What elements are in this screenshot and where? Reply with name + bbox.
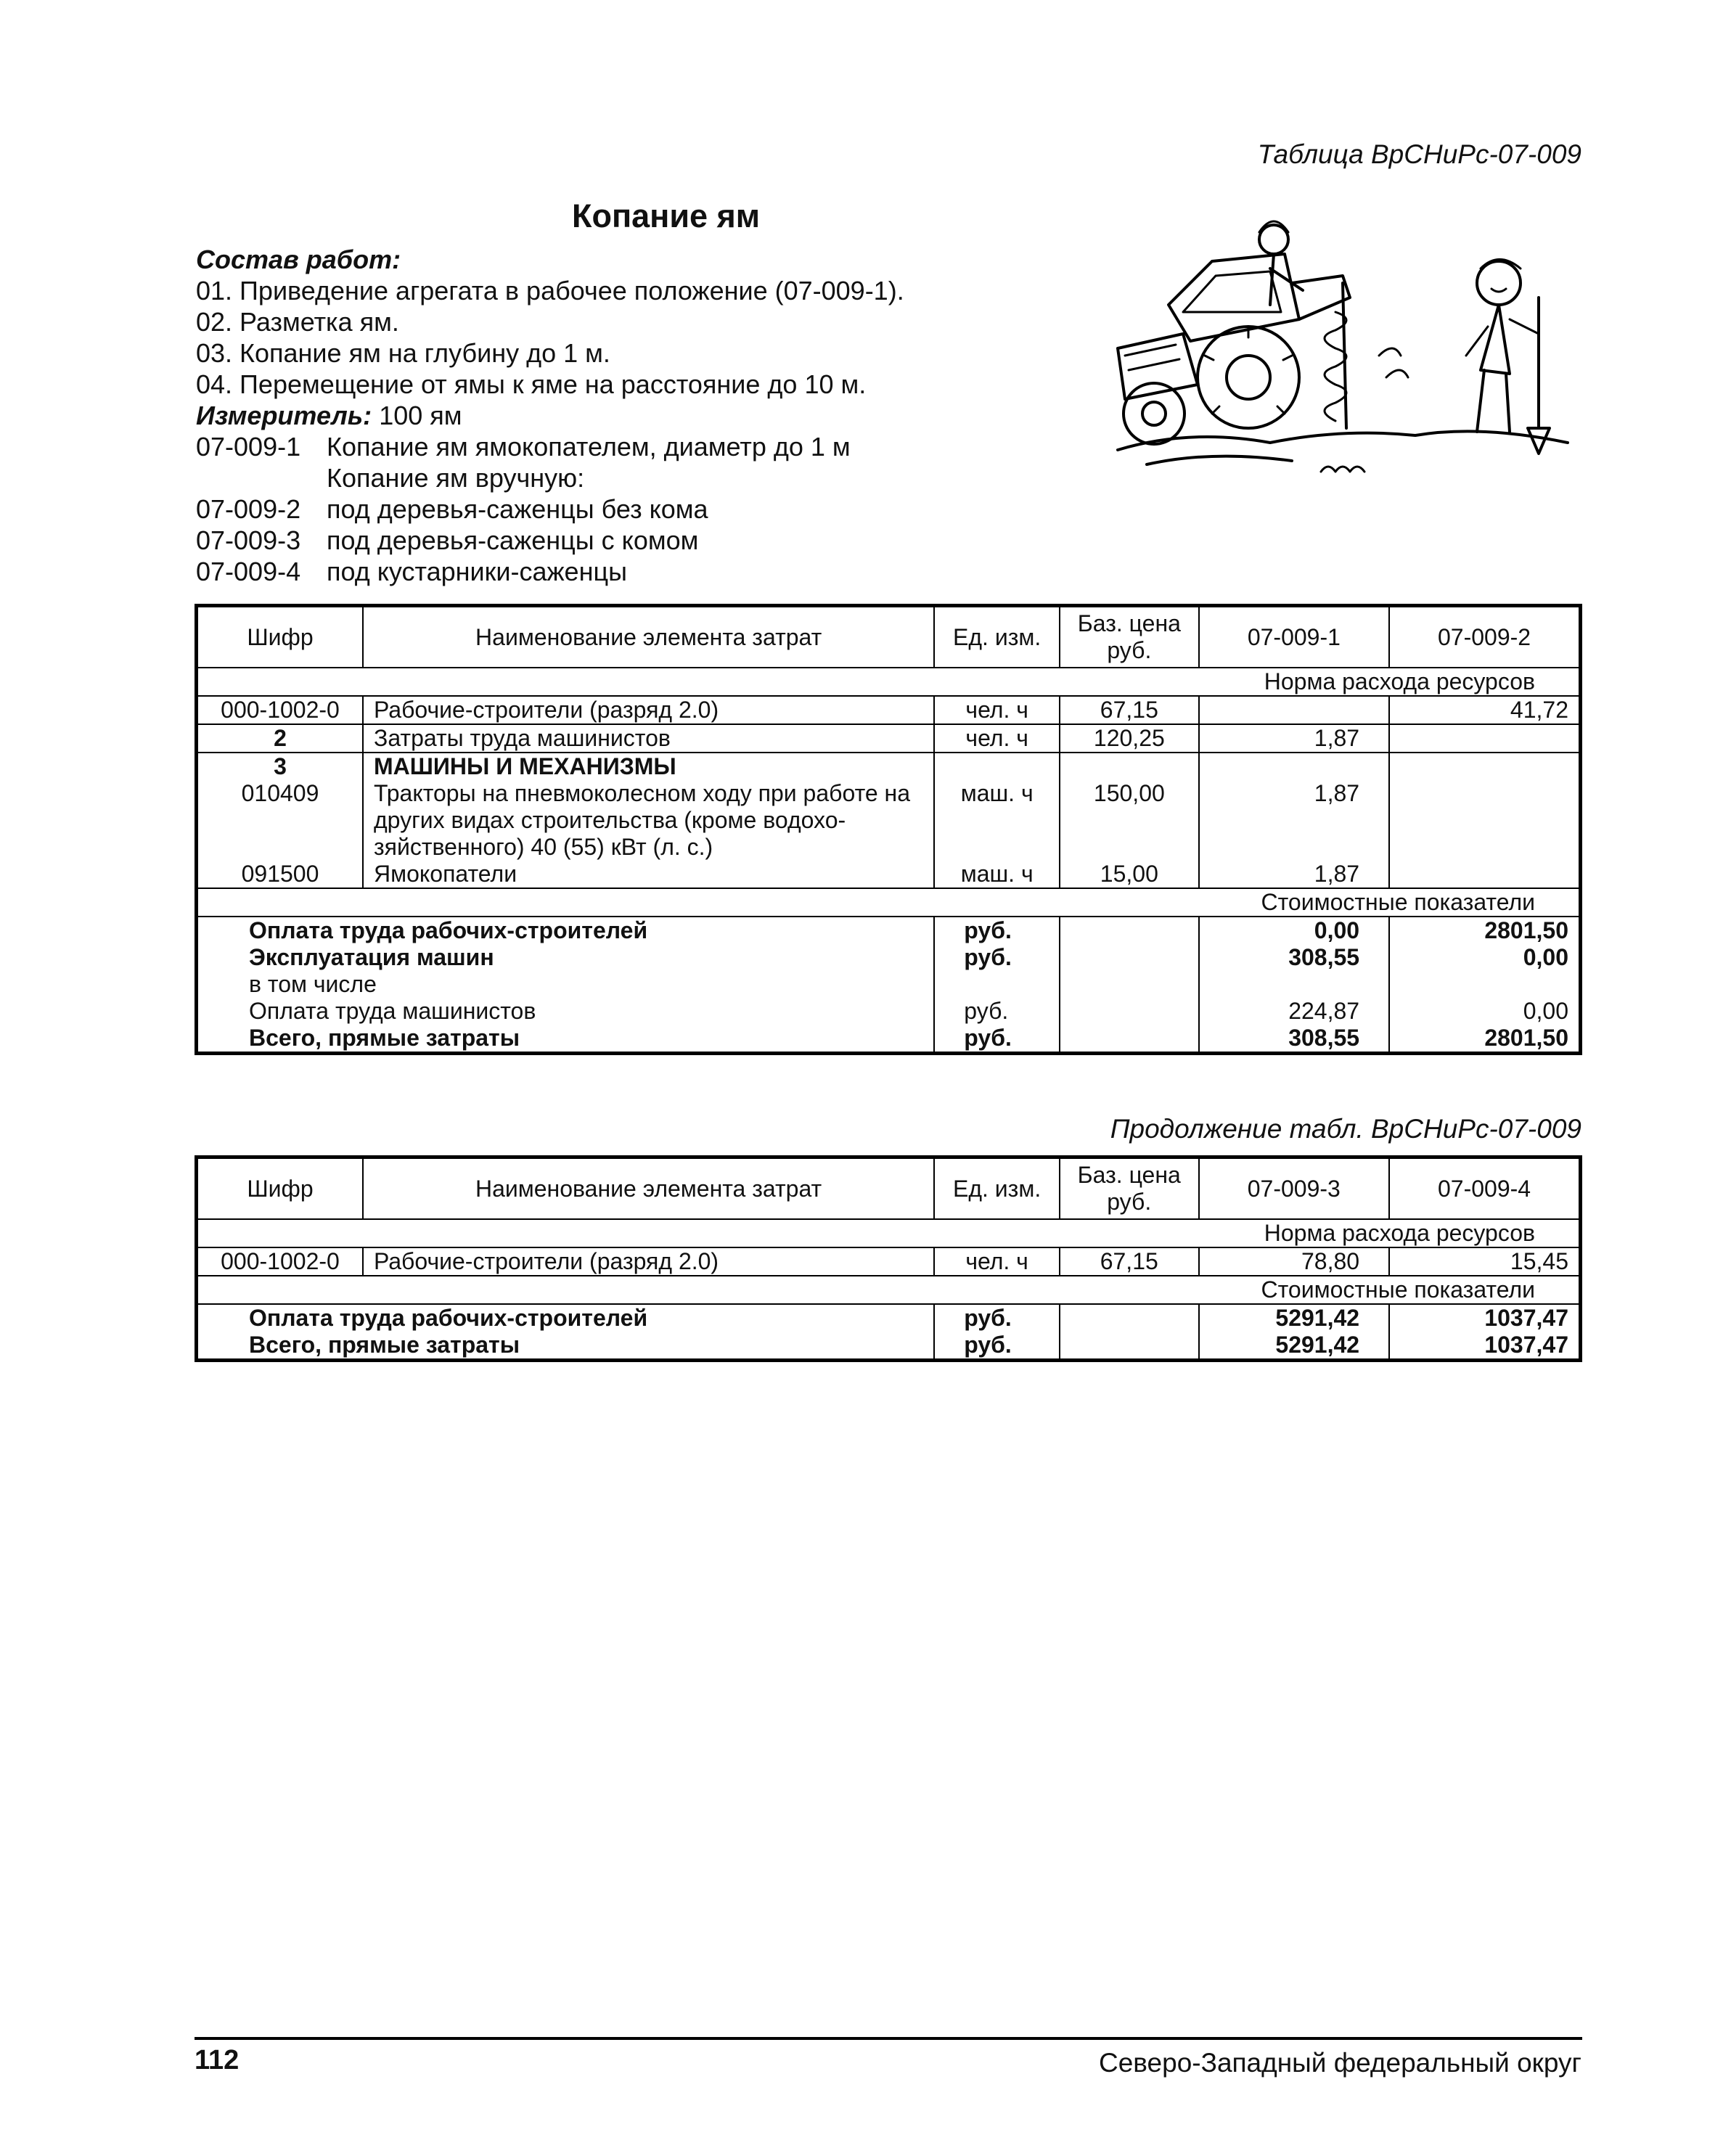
work-description — [196, 244, 904, 587]
table-row: 010409 Тракторы на пневмоколесном ходу при работе на других видах строительства (кроме водохо-зяйственного) 40 (55) кВт (л. с.) маш. ч 150,00 1,87 — [197, 780, 1581, 861]
summary-row: в том числе — [197, 971, 1581, 998]
section-row — [197, 1219, 1581, 1247]
page-title: Копание ям — [572, 197, 761, 234]
summary-row: Оплата труда рабочих-строителей руб. 0,00 2801,50 — [197, 917, 1581, 944]
footer-region: Северо-Западный федеральный округ — [1099, 2048, 1581, 2078]
composition-item: 02. Разметка ям. — [196, 307, 399, 337]
composition-item: 04. Перемещение от ямы к яме на расстояние до 10 м. — [196, 369, 867, 399]
section-resources-label: Норма расхода ресурсов — [197, 1219, 1581, 1247]
col-header-norm-1: 07-009-3 — [1199, 1157, 1390, 1220]
norm-item: 07-009-1 Копание ям ямокопателем, диаметр до 1 м — [196, 432, 851, 462]
cost-table-1 — [195, 604, 1582, 1055]
col-header-name: Наименование элемента затрат — [363, 1157, 934, 1220]
summary-row: Оплата труда рабочих-строителей руб. 5291,42 1037,47 — [197, 1304, 1581, 1332]
table-row: 3 МАШИНЫ И МЕХАНИЗМЫ — [197, 753, 1581, 780]
meter-value: 100 ям — [379, 401, 462, 430]
meter-line — [196, 400, 904, 431]
section-cost-label: Стоимостные показатели — [197, 1276, 1581, 1304]
col-header-code: Шифр — [197, 606, 364, 668]
table-row: 000-1002-0 Рабочие-строители (разряд 2.0) чел. ч 67,15 78,80 15,45 — [197, 1247, 1581, 1276]
section-row — [197, 668, 1581, 696]
norm-item: Копание ям вручную: — [327, 463, 585, 493]
norm-item: 07-009-2 под деревья-саженцы без кома — [196, 494, 708, 524]
table-caption: Таблица ВрСНиРс-07-009 — [1257, 139, 1581, 169]
composition-heading: Состав работ: — [196, 245, 401, 274]
col-header-unit: Ед. изм. — [934, 1157, 1060, 1220]
section-cost-label: Стоимостные показатели — [197, 888, 1581, 917]
table-header-row — [197, 1157, 1581, 1220]
composition-item: 01. Приведение агрегата в рабочее положение (07-009-1). — [196, 276, 904, 306]
table-row: 091500 Ямокопатели маш. ч 15,00 1,87 — [197, 861, 1581, 888]
norm-item: 07-009-4 под кустарники-саженцы — [196, 557, 627, 586]
footer-divider — [195, 2037, 1582, 2040]
col-header-price: Баз. цена руб. — [1060, 1157, 1199, 1220]
col-header-price: Баз. цена руб. — [1060, 606, 1199, 668]
table-row: 000-1002-0 Рабочие-строители (разряд 2.0) чел. ч 67,15 41,72 — [197, 696, 1581, 724]
continuation-caption: Продолжение табл. ВрСНиРс-07-009 — [1110, 1114, 1581, 1144]
col-header-name: Наименование элемента затрат — [363, 606, 934, 668]
tractor-illustration — [1103, 210, 1582, 501]
section-resources-label: Норма расхода ресурсов — [197, 668, 1581, 696]
page-number: 112 — [195, 2045, 240, 2075]
summary-row: Эксплуатация машин руб. 308,55 0,00 — [197, 944, 1581, 971]
col-header-unit: Ед. изм. — [934, 606, 1060, 668]
cost-table-2 — [195, 1155, 1582, 1362]
col-header-norm-1: 07-009-1 — [1199, 606, 1389, 668]
meter-label: Измеритель: — [196, 401, 372, 430]
table-row: 2 Затраты труда машинистов чел. ч 120,25 1,87 — [197, 724, 1581, 753]
summary-row: Оплата труда машинистов руб. 224,87 0,00 — [197, 998, 1581, 1025]
summary-row: Всего, прямые затраты руб. 5291,42 1037,47 — [197, 1332, 1581, 1361]
section-row — [197, 888, 1581, 917]
composition-item: 03. Копание ям на глубину до 1 м. — [196, 338, 610, 368]
col-header-code: Шифр — [197, 1157, 363, 1220]
section-row — [197, 1276, 1581, 1304]
col-header-norm-2: 07-009-4 — [1389, 1157, 1580, 1220]
table-header-row — [197, 606, 1581, 668]
norm-item: 07-009-3 под деревья-саженцы с комом — [196, 525, 699, 555]
col-header-norm-2: 07-009-2 — [1389, 606, 1580, 668]
summary-row: Всего, прямые затраты руб. 308,55 2801,50 — [197, 1025, 1581, 1054]
